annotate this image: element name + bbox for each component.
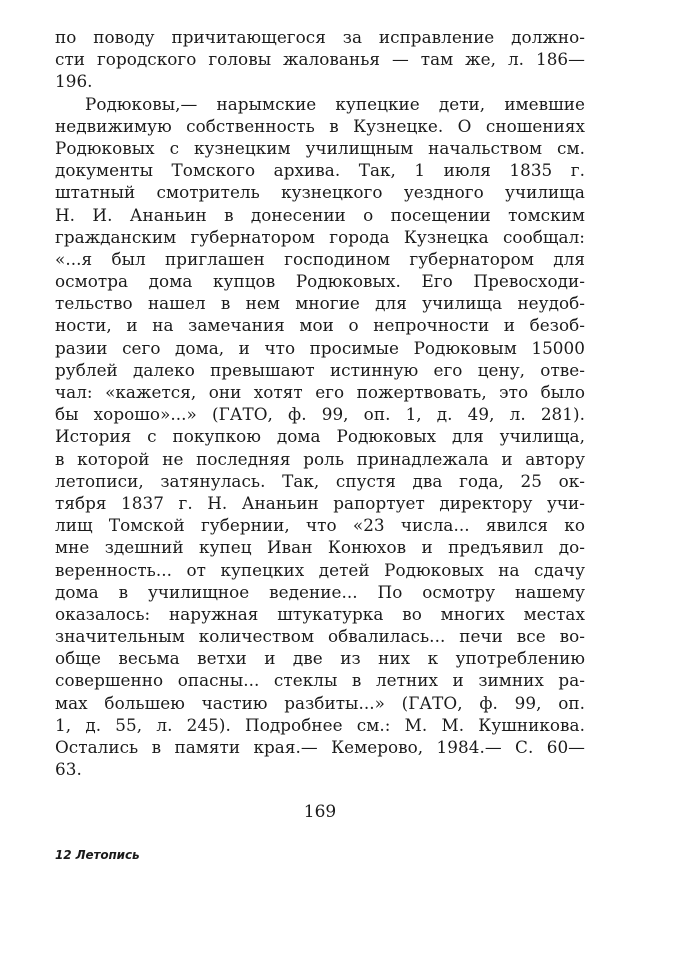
text-line: «...я был приглашен господином губернатором для: [55, 248, 585, 269]
text-line: в которой не последняя роль принадлежала и автору: [55, 448, 585, 469]
text-line: Н. И. Ананьин в донесении о посещении томским: [55, 204, 585, 225]
text-line: значительным количеством обвалилась... печи все во-: [55, 626, 585, 647]
text-line: 1, д. 55, л. 245). Подробнее см.: М. М. Кушникова.: [55, 714, 585, 735]
text-line: ности, и на замечания мои о непрочности и безоб-: [55, 315, 585, 336]
text-line: оказалось: наружная штукатурка во многих местах: [55, 603, 585, 624]
text-line: документы Томского архива. Так, 1 июля 1835 г.: [55, 160, 585, 181]
text-line: мах большею частию разбиты...» (ГАТО, ф. 99, оп.: [55, 692, 585, 713]
text-line: Родюковы,— нарымские купецкие дети, имевшие: [85, 93, 585, 114]
text-line: Родюковых с кузнецким училищным начальством см.: [55, 137, 585, 158]
text-line: 196.: [55, 71, 93, 92]
text-line: мне здешний купец Иван Конюхов и предъявил до-: [55, 537, 585, 558]
text-line: бы хорошо»...» (ГАТО, ф. 99, оп. 1, д. 49, л. 281).: [55, 404, 585, 425]
text-line: гражданским губернатором города Кузнецка сообщал:: [55, 226, 585, 247]
text-line: разии сего дома, и что просимые Родюковым 15000: [55, 337, 585, 358]
text-line: обще весьма ветхи и две из них к употреблению: [55, 648, 585, 669]
text-line: рублей далеко превышают истинную его цену, отве-: [55, 359, 585, 380]
text-line: Остались в памяти края.— Кемерово, 1984.— С. 60—: [55, 737, 585, 757]
text-line: дома в училищное ведение... По осмотру нашему: [55, 581, 585, 602]
text-line: веренность... от купецких детей Родюковых на сдачу: [55, 559, 585, 580]
text-line: летописи, затянулась. Так, спустя два года, 25 ок-: [55, 470, 585, 491]
text-line: штатный смотритель кузнецкого уездного училища: [55, 182, 585, 203]
text-line: 63.: [55, 759, 82, 780]
signature-mark: 12 Летопись: [55, 848, 140, 862]
text-line: сти городского головы жалованья — там же, л. 186—: [55, 49, 585, 70]
text-line: недвижимую собственность в Кузнецке. О сношениях: [55, 115, 585, 136]
text-line: по поводу причитающегося за исправление должно-: [55, 27, 585, 47]
text-line: совершенно опасны... стеклы в летних и зимних ра-: [55, 670, 585, 691]
page-number: 169: [303, 802, 337, 822]
text-line: тября 1837 г. Н. Ананьин рапортует директору учи-: [55, 492, 585, 513]
text-line: чал: «кажется, они хотят его пожертвовать, это было: [55, 382, 585, 402]
text-line: осмотра дома купцов Родюковых. Его Превосходи-: [55, 271, 585, 292]
body-text: [55, 26, 585, 780]
text-line: тельство нашел в нем многие для училища неудоб-: [55, 293, 585, 314]
text-line: лищ Томской губернии, что «23 числа... явился ко: [55, 515, 585, 536]
text-line: История с покупкою дома Родюковых для училища,: [55, 426, 585, 447]
